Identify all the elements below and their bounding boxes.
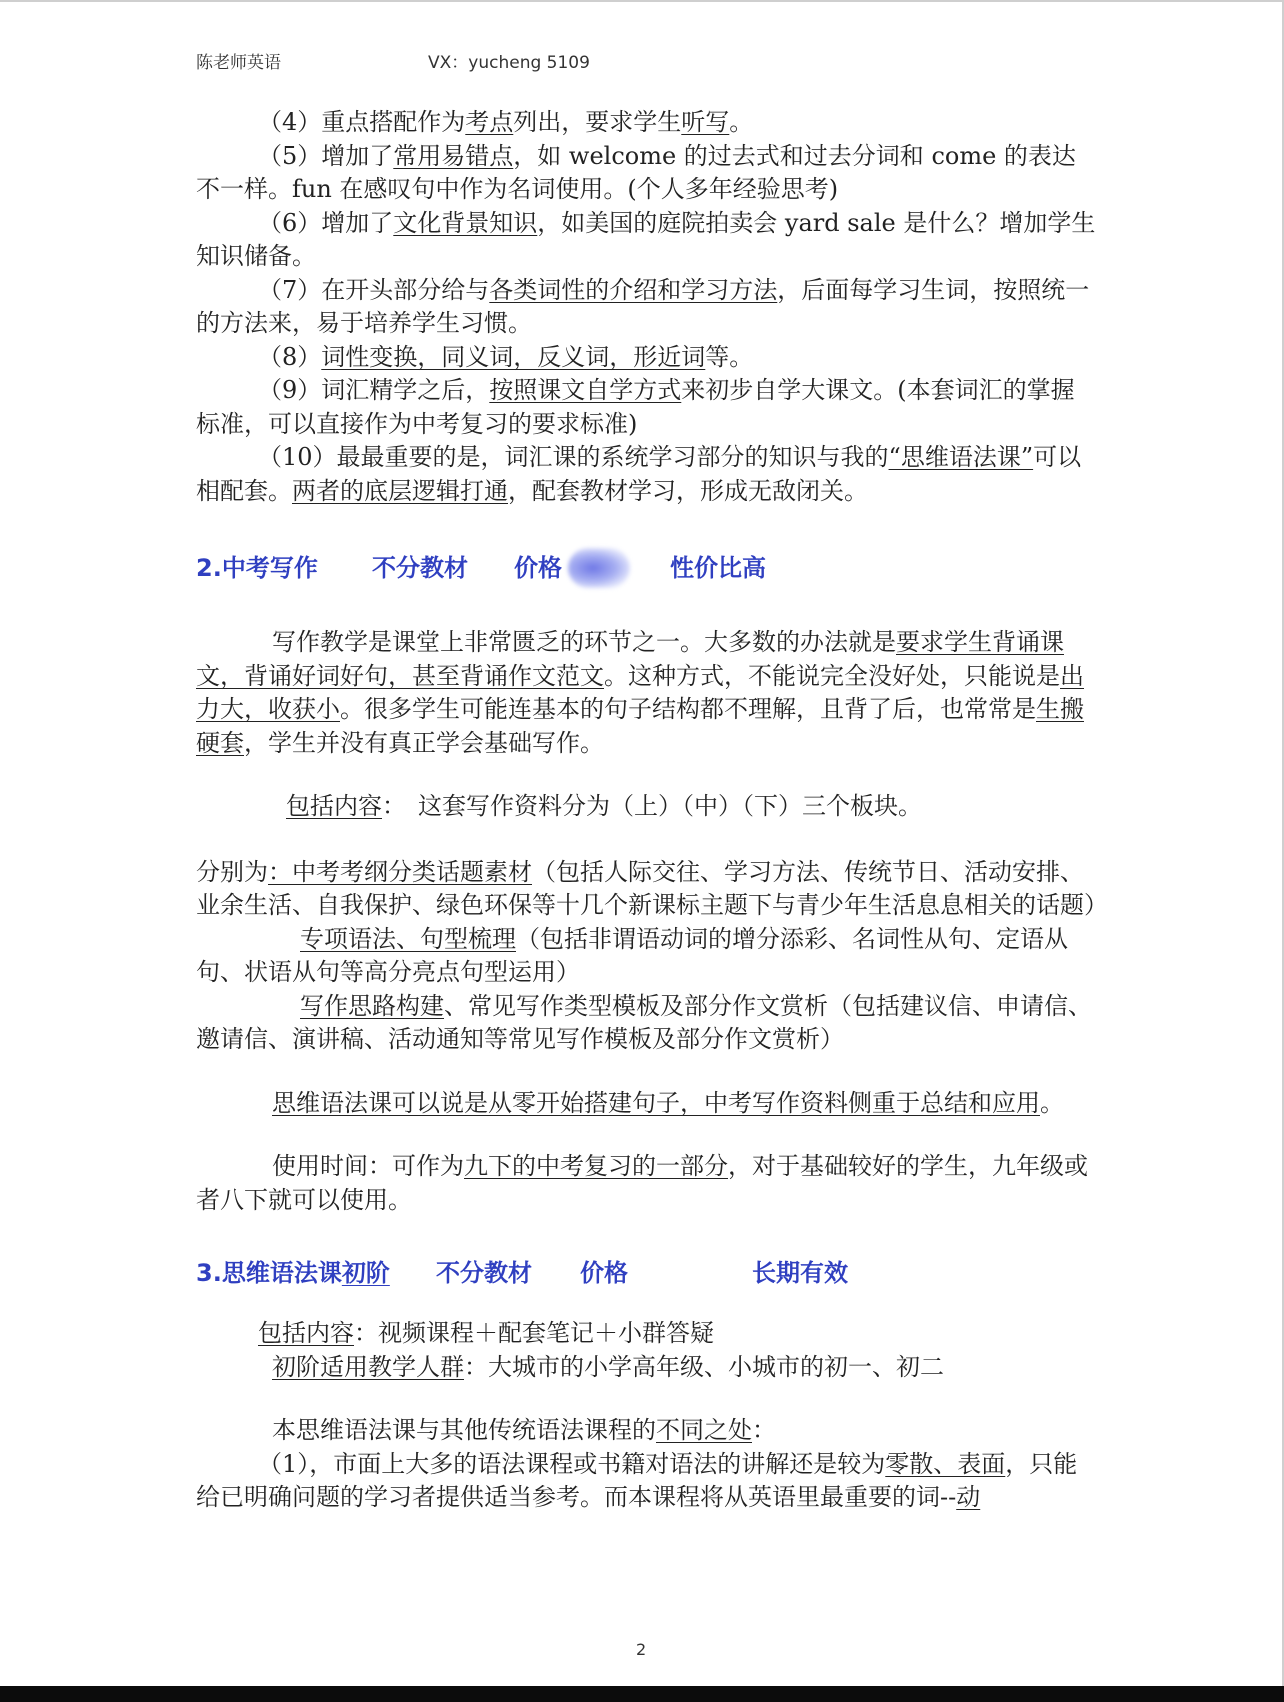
header-brand: 陈老师英语: [196, 53, 281, 73]
grammar-differences-title: 本思维语法课与其他传统语法课程的不同之处：: [272, 1416, 776, 1444]
item-9: （9）词汇精学之后，按照课文自学方式来初步自学大课文。(本套词汇的掌握标准，可以直接作为中考复习的要求标准): [196, 376, 1075, 438]
writing-part-1: 分别为：中考考纲分类话题素材（包括人际交往、学习方法、传统节日、活动安排、业余生活、自我保护、绿色环保等十几个新课标主题下与青少年生活息息相关的话题）: [196, 857, 1108, 919]
heading-value: 长期有效: [752, 1259, 848, 1287]
item-6: （6）增加了文化背景知识，如美国的庭院拍卖会 yard sale 是什么？增加学生知识储备。: [196, 208, 1096, 270]
page-header: [196, 48, 590, 73]
price-redacted-blur: [568, 548, 630, 588]
writing-contents: 包括内容： 这套写作资料分为（上）（中）（下）三个板块。: [286, 792, 922, 820]
page-border-top: [0, 0, 1284, 2]
header-contact: VX：yucheng 5109: [428, 53, 590, 73]
writing-summary: 思维语法课可以说是从零开始搭建句子，中考写作资料侧重于总结和应用。: [272, 1088, 1064, 1117]
item-10: （10）最最重要的是，词汇课的系统学习部分的知识与我的“思维语法课”可以相配套。两者的底层逻辑打通，配套教材学习，形成无敌闭关。: [196, 443, 1082, 505]
writing-usage-time: 使用时间：可作为九下的中考复习的一部分，对于基础较好的学生，九年级或者八下就可以使用。: [196, 1152, 1088, 1214]
section-heading-grammar: [196, 1257, 1096, 1290]
grammar-audience: 初阶适用教学人群：大城市的小学高年级、小城市的初一、初二: [272, 1352, 944, 1381]
item-5: （5）增加了常用易错点，如 welcome 的过去式和过去分词和 come 的表达不一样。fun 在感叹句中作为名词使用。(个人多年经验思考): [196, 141, 1076, 203]
writing-intro: 写作教学是课堂上非常匮乏的环节之一。大多数的办法就是要求学生背诵课文，背诵好词好句，甚至背诵作文范文。这种方式，不能说完全没好处，只能说是出力大，收获小。很多学生可能连基本的句子结构都不理解，且背了后，也常常是生搬硬套，学生并没有真正学会基础写作。: [196, 628, 1084, 757]
page-number: 2: [636, 1640, 647, 1659]
heading-tag: 不分教材: [372, 554, 468, 582]
grammar-contents: 包括内容：视频课程＋配套笔记＋小群答疑: [258, 1319, 714, 1347]
heading-price-label: 价格: [580, 1259, 628, 1287]
heading-tag: 不分教材: [436, 1259, 532, 1287]
writing-part-3: 写作思路构建、常见写作类型模板及部分作文赏析（包括建议信、申请信、邀请信、演讲稿、活动通知等常见写作模板及部分作文赏析）: [196, 991, 1092, 1053]
heading-title: 3.思维语法课初阶: [196, 1259, 390, 1287]
heading-value: 性价比高: [670, 554, 766, 582]
item-4: （4）重点搭配作为考点列出，要求学生听写。: [258, 108, 754, 136]
item-7: （7）在开头部分给与各类词性的介绍和学习方法，后面每学习生词，按照统一的方法来，易于培养学生习惯。: [196, 275, 1090, 337]
section-heading-writing: [196, 552, 1096, 585]
writing-part-2: 专项语法、句型梳理（包括非谓语动词的增分添彩、名词性从句、定语从句、状语从句等高分亮点句型运用）: [196, 924, 1068, 986]
grammar-difference-1: （1），市面上大多的语法课程或书籍对语法的讲解还是较为零散、表面，只能给已明确问题的学习者提供适当参考。而本课程将从英语里最重要的词--动: [196, 1449, 1078, 1511]
page-content: [196, 106, 1108, 1515]
scan-edge-bottom: [0, 1686, 1284, 1702]
heading-title: 2.中考写作: [196, 554, 318, 582]
heading-price-label: 价格: [514, 554, 562, 582]
item-8: （8）词性变换，同义词，反义词，形近词等。: [258, 342, 754, 371]
